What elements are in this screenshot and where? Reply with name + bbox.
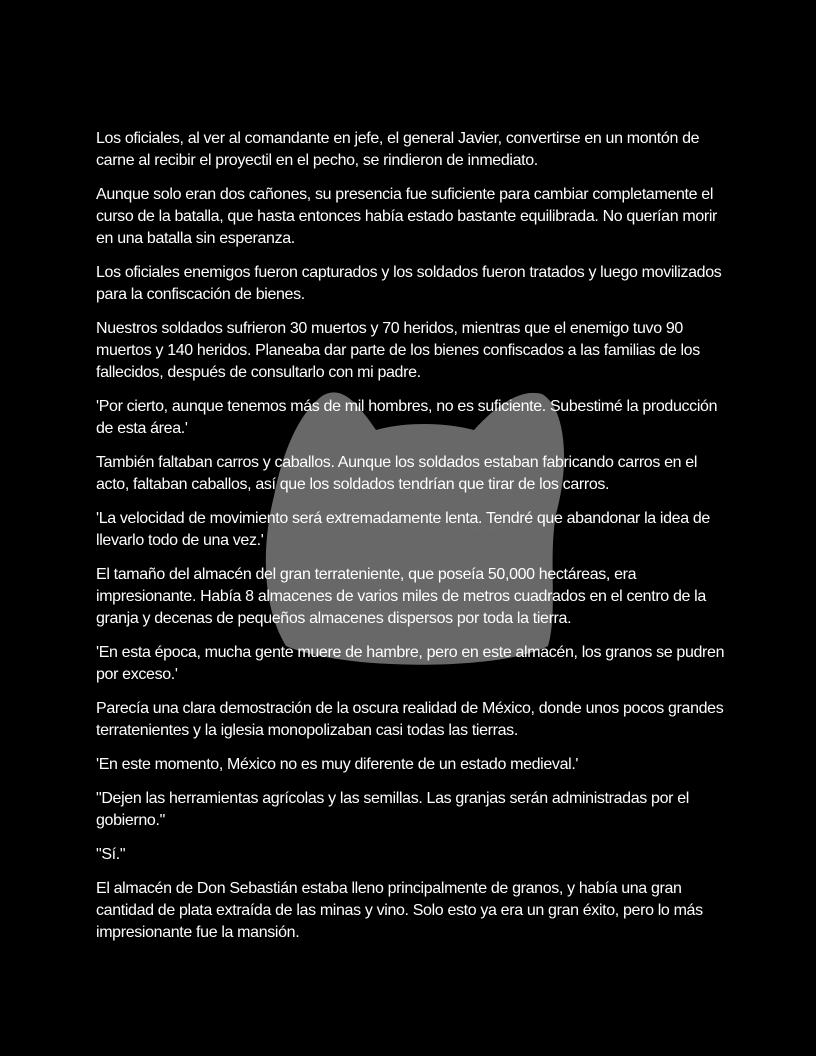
- paragraph: 'En este momento, México no es muy diferente de un estado medieval.': [96, 756, 579, 773]
- paragraph: Los oficiales, al ver al comandante en jefe, el general Javier, convertirse en un montón de carne al recibir el proyectil en el pecho, se rindieron de inmediato.: [96, 130, 700, 169]
- document-body: [96, 128, 732, 956]
- paragraph: 'Por cierto, aunque tenemos más de mil hombres, no es suficiente. Subestimé la producción de esta área.': [96, 398, 718, 437]
- paragraph: 'En esta época, mucha gente muere de hambre, pero en este almacén, los granos se pudren por exceso.': [96, 644, 725, 683]
- paragraph: "Sí.": [96, 846, 126, 863]
- paragraph: Aunque solo eran dos cañones, su presencia fue suficiente para cambiar completamente el curso de la batalla, que hasta entonces había estado bastante equilibrada. No querían morir en una batalla sin esperanza.: [96, 186, 718, 247]
- paragraph: Los oficiales enemigos fueron capturados y los soldados fueron tratados y luego movilizados para la confiscación de bienes.: [96, 264, 722, 303]
- paragraph: También faltaban carros y caballos. Aunque los soldados estaban fabricando carros en el acto, faltaban caballos, así que los soldados tendrían que tirar de los carros.: [96, 454, 698, 493]
- paragraph: Parecía una clara demostración de la oscura realidad de México, donde unos pocos grandes terratenientes y la iglesia monopolizaban casi todas las tierras.: [96, 700, 724, 739]
- paragraph: "Dejen las herramientas agrícolas y las semillas. Las granjas serán administradas por el gobierno.": [96, 790, 689, 829]
- paragraph: El tamaño del almacén del gran terrateniente, que poseía 50,000 hectáreas, era impresionante. Había 8 almacenes de varios miles de metros cuadrados en el centro de la granja y decenas de pequeños almacenes dispersos por toda la tierra.: [96, 566, 706, 627]
- paragraph: 'La velocidad de movimiento será extremadamente lenta. Tendré que abandonar la idea de llevarlo todo de una vez.': [96, 510, 710, 549]
- paragraph: Nuestros soldados sufrieron 30 muertos y 70 heridos, mientras que el enemigo tuvo 90 muertos y 140 heridos. Planeaba dar parte de los bienes confiscados a las familias de los fallecidos, después de consultarlo con mi padre.: [96, 320, 700, 381]
- paragraph: El almacén de Don Sebastián estaba lleno principalmente de granos, y había una gran cantidad de plata extraída de las minas y vino. Solo esto ya era un gran éxito, pero lo más impresionante fue la mansión.: [96, 880, 703, 941]
